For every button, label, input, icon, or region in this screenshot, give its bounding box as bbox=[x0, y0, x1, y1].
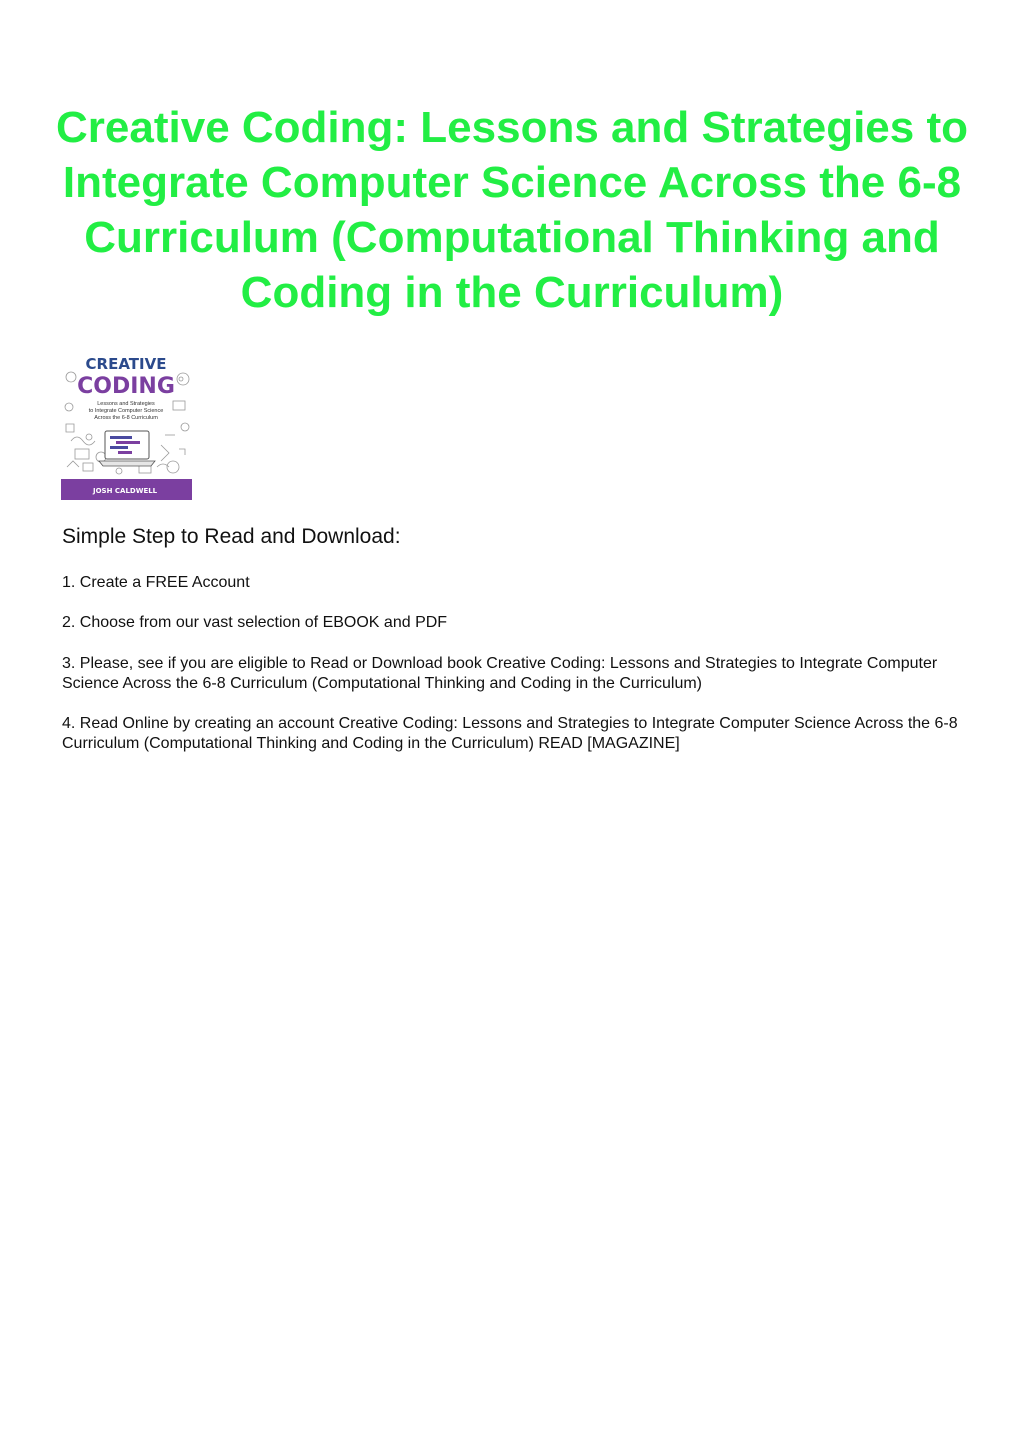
step-4: 4. Read Online by creating an account Creative Coding: Lessons and Strategies to Integrate Computer Science Across the 6-8 Curriculum (Computational Thinking and Coding in the Curriculum) READ [MAGAZINE] bbox=[62, 715, 958, 752]
instructions-heading: Simple Step to Read and Download: bbox=[62, 525, 401, 548]
step-2: 2. Choose from our vast selection of EBOOK and PDF bbox=[62, 614, 448, 631]
cover-title-line1: CREATIVE bbox=[85, 355, 167, 373]
book-cover-image bbox=[61, 349, 192, 500]
cover-author: JOSH CALDWELL bbox=[93, 487, 158, 495]
cover-subtitle-line2: to Integrate Computer Science bbox=[88, 408, 164, 414]
cover-subtitle-line3: Across the 6-8 Curriculum bbox=[94, 415, 158, 421]
step-3: 3. Please, see if you are eligible to Read or Download book Creative Coding: Lessons and Strategies to Integrate Computer Science Across the 6-8 Curriculum (Computational Thinking and Coding in the Curriculum) bbox=[62, 655, 938, 692]
step-1: 1. Create a FREE Account bbox=[62, 574, 250, 591]
cover-title-line2: CODING bbox=[77, 374, 175, 399]
cover-subtitle-line1: Lessons and Strategies bbox=[97, 401, 155, 407]
page-title: Creative Coding: Lessons and Strategies to Integrate Computer Science Across the 6-8 Curriculum (Computational Thinking and Coding in the Curriculum) bbox=[56, 103, 968, 317]
cover-laptop-illustration bbox=[99, 431, 155, 466]
